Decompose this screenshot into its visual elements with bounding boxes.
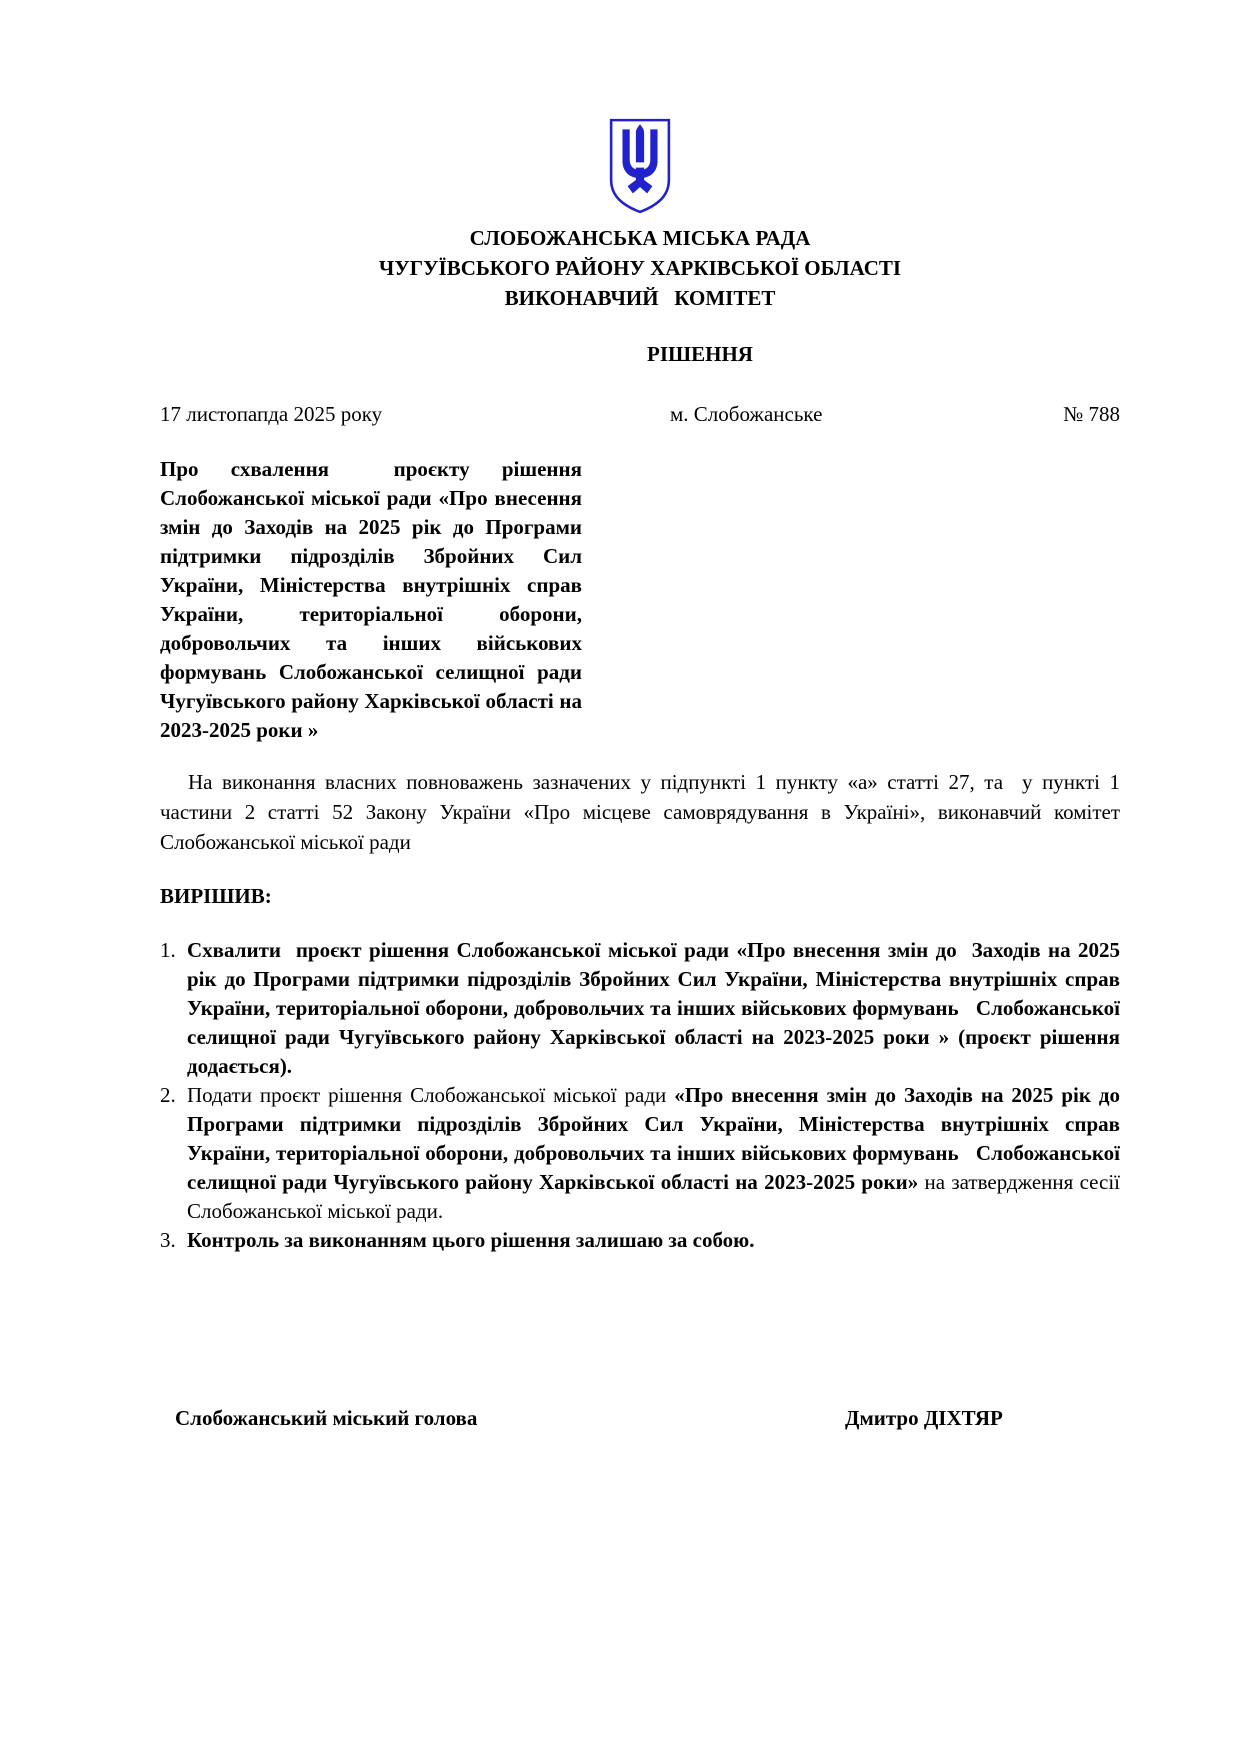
signature-row bbox=[160, 1403, 1120, 1433]
resolution-item bbox=[160, 936, 1126, 1081]
item-text: Контроль за виконанням цього рішення залишаю за собою. bbox=[187, 1228, 755, 1252]
item-text: Подати проєкт рішення Слобожанської міської ради «Про внесення змін до Заходів на 2025 рік до Програми підтримки підрозділів Збройних Сил України, Міністерства внутрішніх справ України, територіальної оборони, добровольчих та інших військових формувань Слобожанської селищної ради Чугуївського району Харківської області на 2023-2025 роки» на затвердження сесії Слобожанської міської ради. bbox=[187, 1083, 1126, 1223]
resolution-list bbox=[160, 936, 1126, 1255]
subject-paragraph: Про схвалення проєкту рішення Слобожанської міської ради «Про внесення змін до Заходів на 2025 рік до Програми підтримки підрозділів Збройних Сил України, Міністерства внутрішніх справ України, територіальної оборони, добровольчих та інших військових формувань Слобожанської селищної ради Чугуївського району Харківської області на 2023-2025 роки » bbox=[160, 457, 588, 742]
org-region: ЧУГУЇВСЬКОГО РАЙОНУ ХАРКІВСЬКОЇ ОБЛАСТІ bbox=[378, 256, 902, 280]
meta-row bbox=[160, 399, 1120, 429]
signature-name: Дмитро ДІХТЯР bbox=[845, 1406, 1003, 1430]
org-name: СЛОБОЖАНСЬКА МІСЬКА РАДА bbox=[469, 226, 811, 250]
letterhead bbox=[160, 223, 1120, 313]
item-text: Схвалити проєкт рішення Слобожанської міської ради «Про внесення змін до Заходів на 2025 рік до Програми підтримки підрозділів Збройних Сил України, Міністерства внутрішніх справ України, територіальної оборони, добровольчих та інших військових формувань Слобожанської селищної ради Чугуївського району Харківської області на 2023-2025 роки » (проєкт рішення додається). bbox=[187, 938, 1126, 1078]
item-number: 1. bbox=[160, 938, 176, 962]
document-type-title: РІШЕННЯ bbox=[647, 342, 753, 366]
document-page bbox=[160, 0, 1126, 1433]
document-place: м. Слобожанське bbox=[670, 402, 823, 426]
resolved-label: ВИРІШИВ: bbox=[160, 884, 272, 908]
item-number: 2. bbox=[160, 1083, 176, 1107]
document-date: 17 листопапда 2025 року bbox=[160, 402, 383, 426]
resolution-item bbox=[160, 1081, 1126, 1226]
resolution-item bbox=[160, 1226, 1120, 1255]
signature-position: Слобожанський міський голова bbox=[175, 1406, 478, 1430]
ukraine-trident-emblem bbox=[607, 116, 673, 215]
item-number: 3. bbox=[160, 1228, 176, 1252]
org-committee: ВИКОНАВЧИЙ КОМІТЕТ bbox=[504, 286, 776, 310]
preamble-paragraph: На виконання власних повноважень зазначених у підпункті 1 пункту «а» статті 27, та у пункті 1 частини 2 статті 52 Закону України «Про місцеве самоврядування в Україні», виконавчий комітет Слобожанської міської ради bbox=[160, 770, 1126, 854]
emblem-container bbox=[160, 116, 1120, 215]
document-number: № 788 bbox=[1063, 402, 1120, 426]
